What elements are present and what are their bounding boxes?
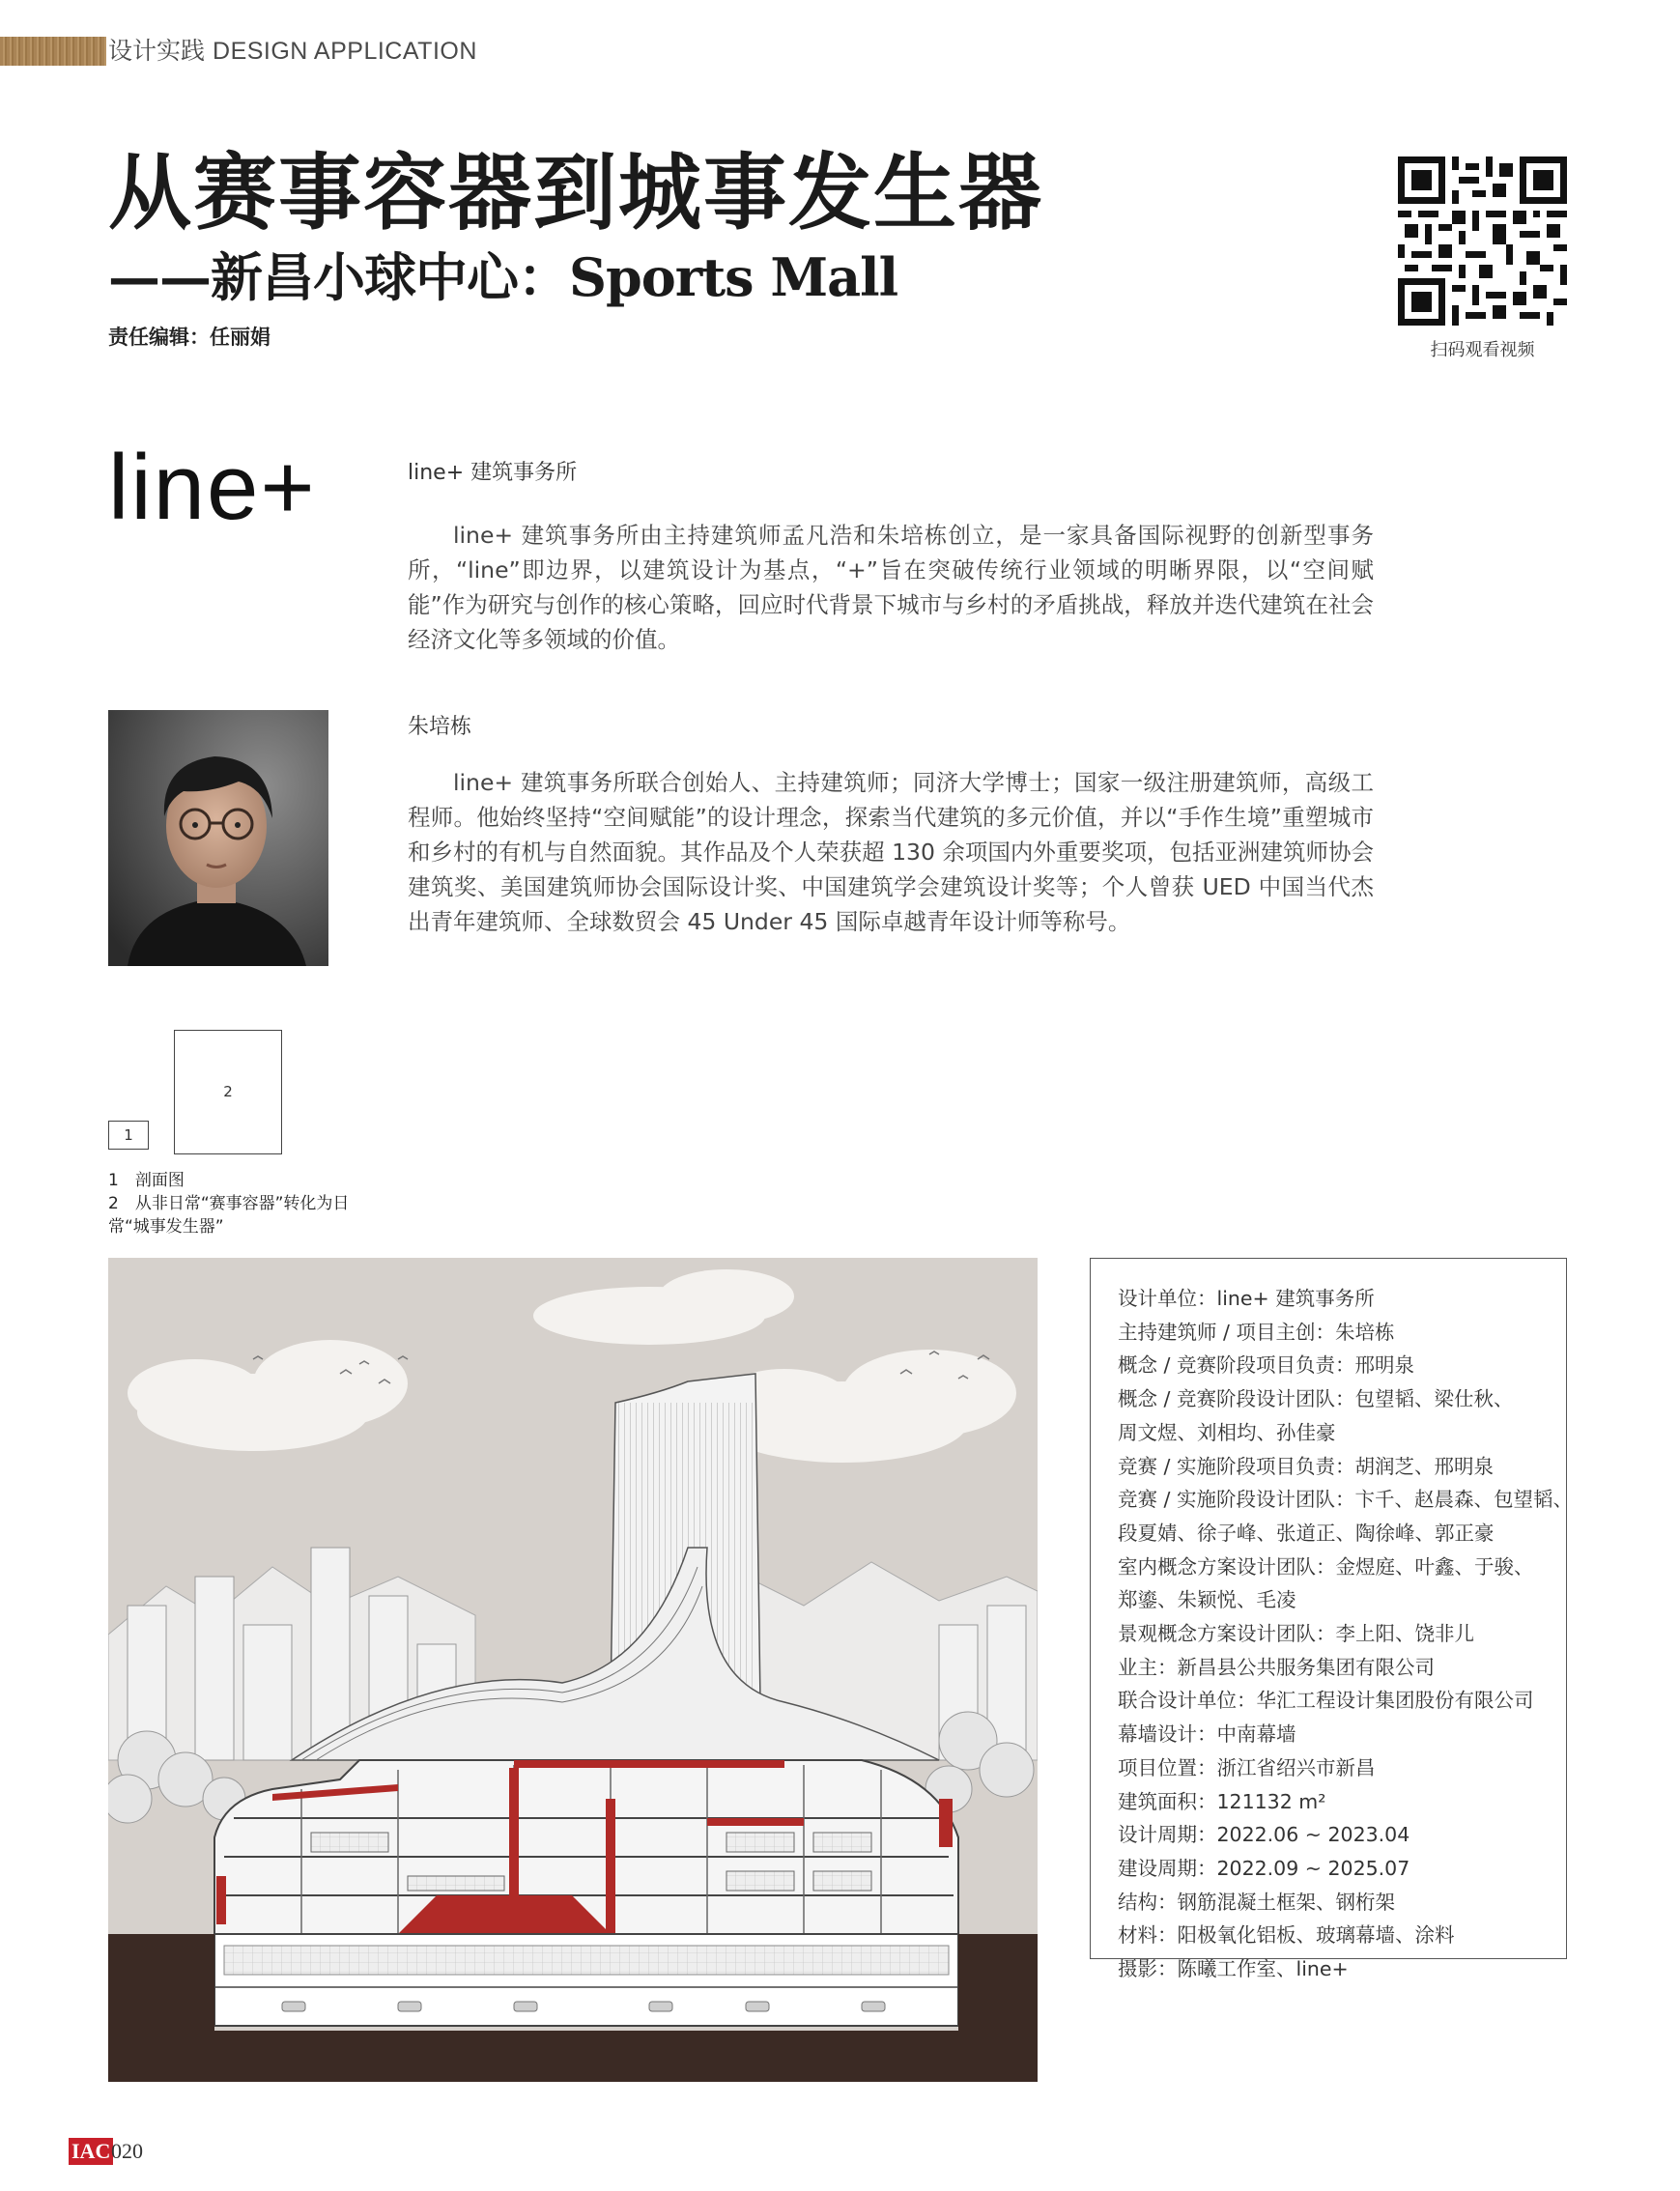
credit-line: 竞赛 / 实施阶段设计团队：卞千、赵晨森、包望韬、 [1118,1488,1573,1512]
figure-index-2: 2 [174,1030,282,1154]
section-label-en: DESIGN APPLICATION [213,38,477,65]
credit-line: 建筑面积：121132 m² [1118,1789,1326,1813]
section-label [108,37,477,66]
section-label-cn: 设计实践 [108,37,206,65]
section-color-bar [0,37,106,66]
firm-logo: line+ [108,436,317,539]
credit-line: 竞赛 / 实施阶段项目负责：胡润芝、邢明泉 [1118,1454,1494,1478]
magazine-logo: IAC [69,2138,113,2165]
credit-line: 设计单位：line+ 建筑事务所 [1118,1287,1375,1310]
credit-line: 结构：钢筋混凝土框架、钢桁架 [1118,1890,1395,1914]
architect-bio: line+ 建筑事务所联合创始人、主持建筑师；同济大学博士；国家一级注册建筑师，高级工程师。他始终坚持“空间赋能”的设计理念，探索当代建筑的多元价值，并以“手作生境”重塑城市和乡村的有机与自然面貌。其作品及个人荣获超 130 余项国内外重要奖项，包括亚洲建筑师协会建筑奖、美国建筑师协会国际设计奖、中国建筑学会建筑设计奖等；个人曾获 UED 中国当代杰出青年建筑师、全球数贸会 45 Under 45 国际卓越青年设计师等称号。 [408,769,1374,935]
architect-name: 朱培栋 [408,715,472,739]
credit-line: 设计周期：2022.06 ~ 2023.04 [1118,1823,1410,1847]
caption-2: 2 从非日常“赛事容器”转化为日 [108,1194,350,1213]
qr-caption: 扫码观看视频 [1430,340,1535,360]
caption-2-continued: 常“城事发生器” [108,1217,224,1237]
architect-portrait [108,710,328,966]
credit-line: 幕墙设计：中南幕墙 [1118,1722,1296,1747]
credit-line: 业主：新昌县公共服务集团有限公司 [1118,1655,1435,1679]
credit-line: 室内概念方案设计团队：金煜庭、叶鑫、于骏、 [1118,1554,1534,1579]
building-section-drawing [108,1258,1038,2082]
editor-credit: 责任编辑：任丽娟 [108,326,271,349]
credit-line: 概念 / 竞赛阶段设计团队：包望韬、梁仕秋、 [1118,1387,1514,1411]
credit-line: 主持建筑师 / 项目主创：朱培栋 [1118,1320,1395,1344]
firm-description: line+ 建筑事务所由主持建筑师孟凡浩和朱培栋创立，是一家具备国际视野的创新型事务所，“line”即边界，以建筑设计为基点，“+”旨在突破传统行业领域的明晰界限，以“空间赋能”作为研究与创作的核心策略，回应时代背景下城市与乡村的矛盾挑战，释放并迭代建筑在社会经济文化等多领域的价值。 [408,522,1374,653]
credit-line: 材料：阳极氧化铝板、玻璃幕墙、涂料 [1118,1923,1455,1948]
figure-captions [108,1169,417,1238]
credit-line: 郑鎏、朱颖悦、毛凌 [1118,1588,1296,1612]
credit-line: 段夏婧、徐子峰、张道正、陶徐峰、郭正豪 [1118,1521,1495,1545]
qr-code-icon[interactable] [1398,156,1567,326]
credit-line: 联合设计单位：华汇工程设计集团股份有限公司 [1118,1689,1534,1713]
firm-name: line+ 建筑事务所 [408,461,578,485]
credit-line: 摄影：陈曦工作室、line+ [1118,1957,1349,1981]
credit-line: 建设周期：2022.09 ~ 2025.07 [1118,1856,1410,1880]
caption-1: 1 剖面图 [108,1171,185,1190]
credit-line: 项目位置：浙江省绍兴市新昌 [1118,1755,1376,1779]
credit-line: 周文煜、刘相均、孙佳豪 [1118,1420,1336,1444]
credit-line: 景观概念方案设计团队：李上阳、饶非儿 [1118,1622,1474,1646]
credit-line: 概念 / 竞赛阶段项目负责：邢明泉 [1118,1353,1414,1378]
figure-index-1: 1 [108,1121,149,1150]
article-subtitle: ——新昌小球中心：Sports Mall [108,246,898,308]
article-title: 从赛事容器到城事发生器 [108,145,1043,242]
project-credits [1090,1258,1573,1981]
page-number: 020 [111,2139,143,2163]
